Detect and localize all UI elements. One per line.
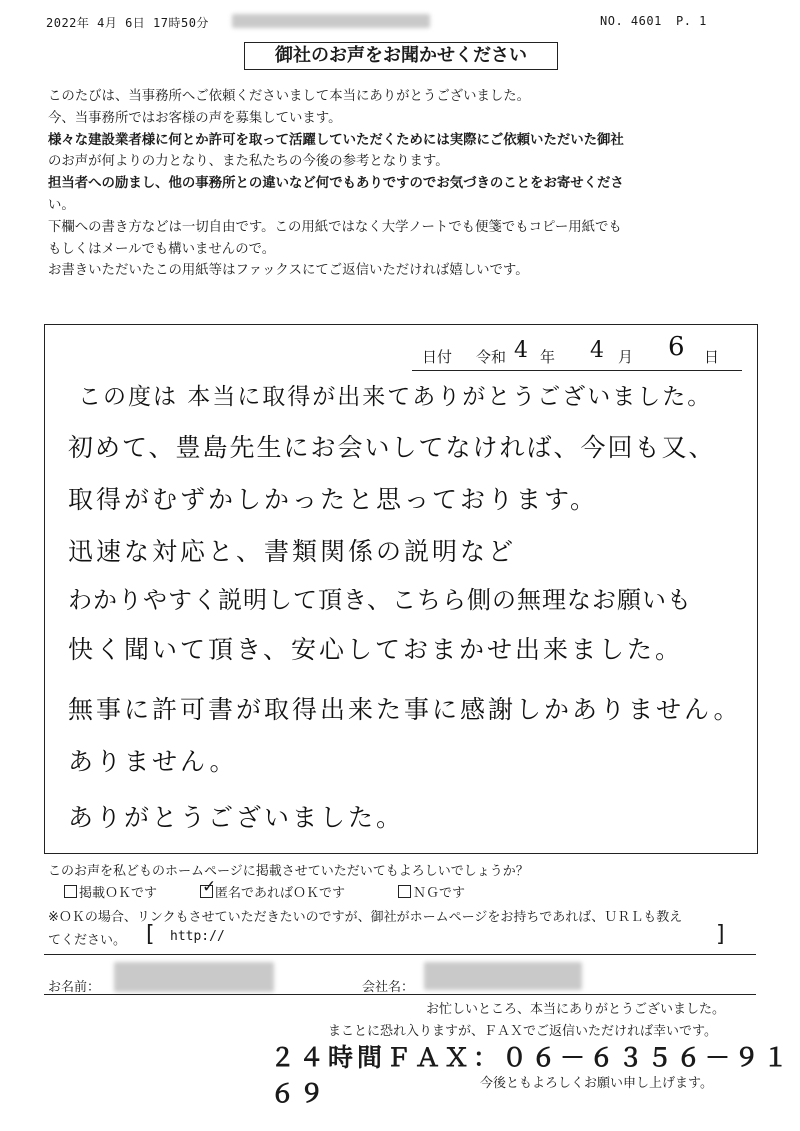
date-label: 日付 [422, 348, 453, 366]
fax-number-large: ２４時間ＦＡＸ：０６－６３５６－９１６９ [270, 1043, 793, 1108]
url-bracket-left: [ [146, 922, 155, 947]
url-bracket-right: ] [716, 922, 725, 947]
date-year: 4 [514, 338, 531, 363]
consent-option-anonymous[interactable]: ✓ 匿名であればＯＫです [202, 877, 346, 901]
consent-option-ok[interactable]: 掲載ＯＫです [64, 882, 157, 901]
fax-number: NO. 4601 [600, 14, 662, 28]
handwritten-line-1: この度は 本当に取得が出来てありがとうございました。 [78, 384, 713, 410]
handwritten-line-3: 取得がむずかしかったと思っております。 [68, 485, 599, 514]
intro-line: 担当者への励まし、他の事務所との違いなど何でもありですのでお気づきのことをお寄せくださ [48, 176, 624, 192]
checkbox-ok[interactable] [64, 885, 77, 898]
consent-question: このお声を私どものホームページに掲載させていただいてもよろしいでしょうか？ [48, 864, 529, 879]
date-day: 6 [668, 332, 688, 362]
handwritten-line-6: 快く聞いて頂き、安心しておまかせ出来ました。 [68, 635, 684, 664]
check-mark-icon: ✓ [202, 877, 217, 897]
fields-bottom-rule [44, 994, 756, 995]
intro-line: このたびは、当事務所へご依頼くださいまして本当にありがとうございました。 [48, 89, 531, 104]
handwritten-line-7: 無事に許可書が取得出来た事に感謝しかありません。 [68, 695, 742, 724]
handwritten-line-4: 迅速な対応と、書類関係の説明など [68, 537, 517, 566]
fax-timestamp: 2022年 4月 6日 17時50分 [46, 16, 209, 30]
page-title: 御社のお声をお聞かせください [244, 42, 558, 70]
handwritten-line-9: ありがとうございました。 [68, 803, 405, 832]
intro-text [48, 86, 768, 282]
intro-line: 今、当事務所ではお客様の声を募集しています。 [48, 110, 342, 126]
date-field [412, 332, 742, 371]
name-label: お名前： [48, 980, 101, 995]
intro-line: い。 [48, 197, 75, 213]
closing-line-1: お忙しいところ、本当にありがとうございました。 [426, 1002, 726, 1017]
checkbox-anonymous[interactable] [200, 877, 217, 898]
checkbox-ng[interactable] [398, 885, 411, 898]
consent-option-ng[interactable]: ＮＧです [398, 882, 465, 901]
intro-line: のお声が何よりの力となり、また私たちの今後の参考となります。 [48, 154, 449, 170]
handwritten-line-8: ありません。 [68, 747, 238, 776]
date-year-unit: 年 [540, 348, 556, 366]
date-month-unit: 月 [618, 348, 634, 366]
date-day-unit: 日 [704, 348, 720, 366]
consent-note-2: てください。 [48, 933, 127, 948]
date-month: 4 [590, 338, 607, 363]
redacted-name [114, 962, 274, 992]
intro-line: 下欄への書き方などは一切自由です。この用紙ではなく大学ノートでも便箋でもコピー用紙でも [48, 219, 622, 235]
redacted-company [424, 962, 582, 990]
fields-top-rule [44, 954, 756, 955]
fax-page: P. 1 [676, 14, 707, 28]
consent-note-1: ※ＯＫの場合、リンクもさせていただきたいのですが、御社がホームページをお持ちであれば、ＵＲＬも教え [48, 910, 683, 925]
handwritten-line-5: わかりやすく説明して頂き、こちら側の無理なお願いも [68, 586, 693, 614]
closing-line-2: まことに恐れ入りますが、ＦＡＸでご返信いただければ幸いです。 [328, 1024, 717, 1039]
url-field[interactable]: http:// [170, 929, 225, 944]
intro-line: 様々な建設業者様に何とか許可を取って活躍していただくためには実際にご依頼いただいた御社 [48, 132, 624, 148]
intro-line: お書きいただいたこの用紙等はファックスにてご返信いただければ嬉しいです。 [48, 263, 529, 279]
handwritten-line-2: 初めて、豊島先生にお会いしてなければ、今回も又、 [68, 433, 716, 462]
company-label: 会社名： [362, 980, 415, 995]
closing-line-3: 今後ともよろしくお願い申し上げます。 [480, 1076, 713, 1091]
date-era: 令和 [476, 348, 507, 366]
redacted-sender [232, 14, 430, 28]
intro-line: もしくはメールでも構いませんので。 [48, 241, 276, 257]
